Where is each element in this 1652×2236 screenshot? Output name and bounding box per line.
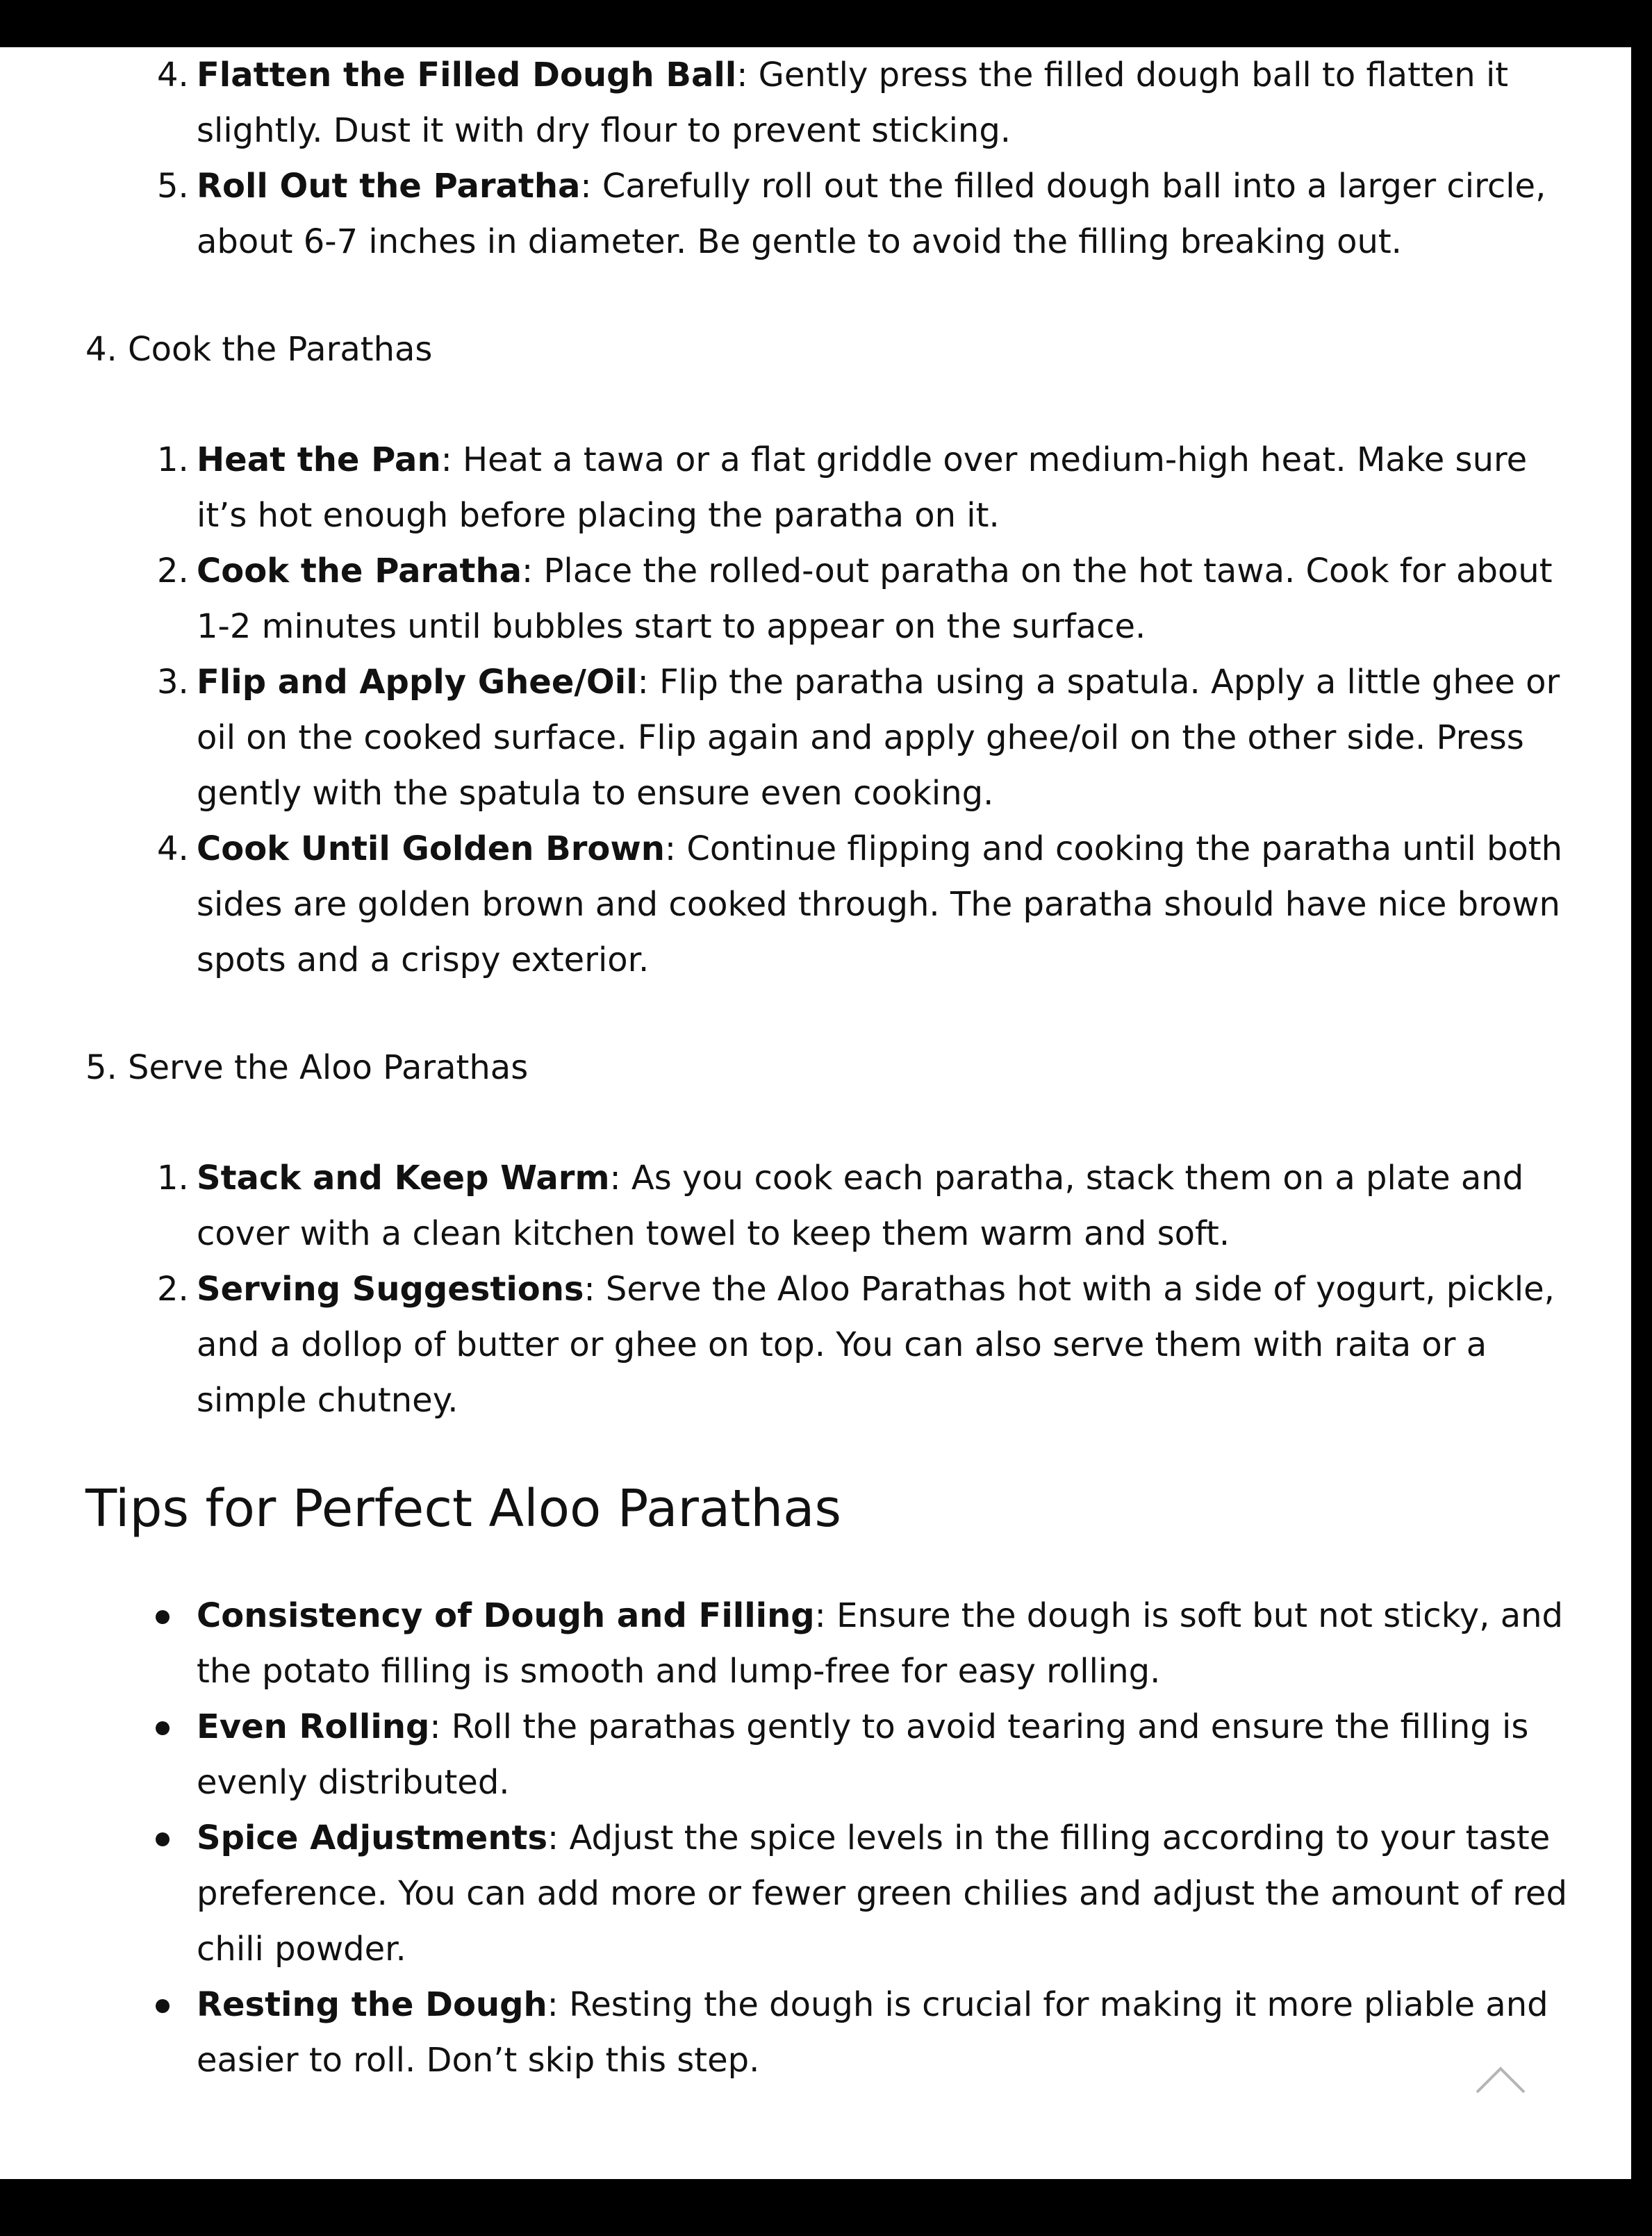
item-text: : Roll the parathas gently to avoid tearing and ensure the filling is evenly distributed. (197, 1707, 1529, 1802)
list-item (85, 1810, 1572, 1977)
item-title: Resting the Dough (197, 1985, 547, 2024)
list-item (85, 1588, 1572, 1699)
list-number: 2. (157, 552, 189, 590)
list-item (85, 432, 1572, 543)
bullet-icon (156, 1832, 170, 1846)
article-page (0, 47, 1631, 2179)
bullet-icon (156, 1610, 170, 1624)
item-title: Even Rolling (197, 1707, 430, 1746)
bullet-icon (156, 1999, 170, 2013)
tips-list (85, 1588, 1572, 2088)
list-number: 3. (157, 663, 189, 702)
list-number: 5. (157, 167, 189, 206)
item-text: : Serve the Aloo Parathas hot with a side of yogurt, pickle, and a dollop of butter or ghee on top. You can also serve them with raita or a simple chutney. (197, 1270, 1555, 1420)
item-text: : Place the rolled-out paratha on the hot tawa. Cook for about 1-2 minutes until bubbles start to appear on the surface. (197, 552, 1553, 646)
item-text: : Flip the paratha using a spatula. Apply a little ghee or oil on the cooked surface. Flip again and apply ghee/oil on the other side. Press gently with the spatula to ensure even cooking. (197, 663, 1560, 813)
list-number: 1. (157, 440, 189, 479)
step3-sublist (85, 47, 1572, 270)
item-title: Serving Suggestions (197, 1270, 584, 1309)
item-text: : Heat a tawa or a flat griddle over medium-high heat. Make sure it’s hot enough before placing the paratha on it. (197, 440, 1528, 535)
article-content (85, 47, 1572, 2088)
item-text: : Resting the dough is crucial for making it more pliable and easier to roll. Don’t skip this step. (197, 1985, 1548, 2080)
item-title: Spice Adjustments (197, 1819, 548, 1857)
scroll-to-top-button[interactable] (1473, 2059, 1528, 2098)
list-item (85, 1261, 1572, 1428)
list-number: 4. (157, 56, 189, 94)
list-number: 4. (157, 829, 189, 868)
serve-steps-list (85, 1150, 1572, 1428)
list-item (85, 543, 1572, 654)
item-title: Consistency of Dough and Filling (197, 1596, 815, 1635)
item-title: Roll Out the Paratha (197, 167, 581, 206)
list-item (85, 821, 1572, 988)
item-text: : Gently press the filled dough ball to flatten it slightly. Dust it with dry flour to prevent sticking. (197, 56, 1509, 150)
item-text: : Ensure the dough is soft but not sticky, and the potato filling is smooth and lump-free for easy rolling. (197, 1596, 1563, 1691)
bullet-icon (156, 1721, 170, 1735)
section-heading-cook: 4. Cook the Parathas (85, 330, 433, 369)
item-title: Cook the Paratha (197, 552, 522, 590)
list-item (85, 1977, 1572, 2088)
list-number: 1. (157, 1159, 189, 1198)
item-title: Cook Until Golden Brown (197, 829, 665, 868)
item-text: : Adjust the spice levels in the filling according to your taste preference. You can add more or fewer green chilies and adjust the amount of red chili powder. (197, 1819, 1567, 1969)
item-text: : Carefully roll out the filled dough ball into a larger circle, about 6-7 inches in diameter. Be gentle to avoid the filling breaking out. (197, 167, 1546, 261)
item-title: Stack and Keep Warm (197, 1159, 610, 1198)
list-number: 2. (157, 1270, 189, 1309)
item-title: Flatten the Filled Dough Ball (197, 56, 737, 94)
section-heading-serve: 5. Serve the Aloo Parathas (85, 1048, 529, 1087)
item-text: : Continue flipping and cooking the paratha until both sides are golden brown and cooked through. The paratha should have nice brown spots and a crispy exterior. (197, 829, 1563, 979)
list-item (85, 158, 1572, 270)
list-item (85, 47, 1572, 158)
tips-heading: Tips for Perfect Aloo Parathas (85, 1479, 842, 1539)
list-item (85, 1150, 1572, 1261)
item-title: Flip and Apply Ghee/Oil (197, 663, 638, 702)
list-item (85, 654, 1572, 821)
list-item (85, 1699, 1572, 1810)
item-text: : As you cook each paratha, stack them on a plate and cover with a clean kitchen towel to keep them warm and soft. (197, 1159, 1524, 1253)
item-title: Heat the Pan (197, 440, 441, 479)
cook-steps-list (85, 432, 1572, 988)
chevron-up-icon (1473, 2059, 1528, 2098)
